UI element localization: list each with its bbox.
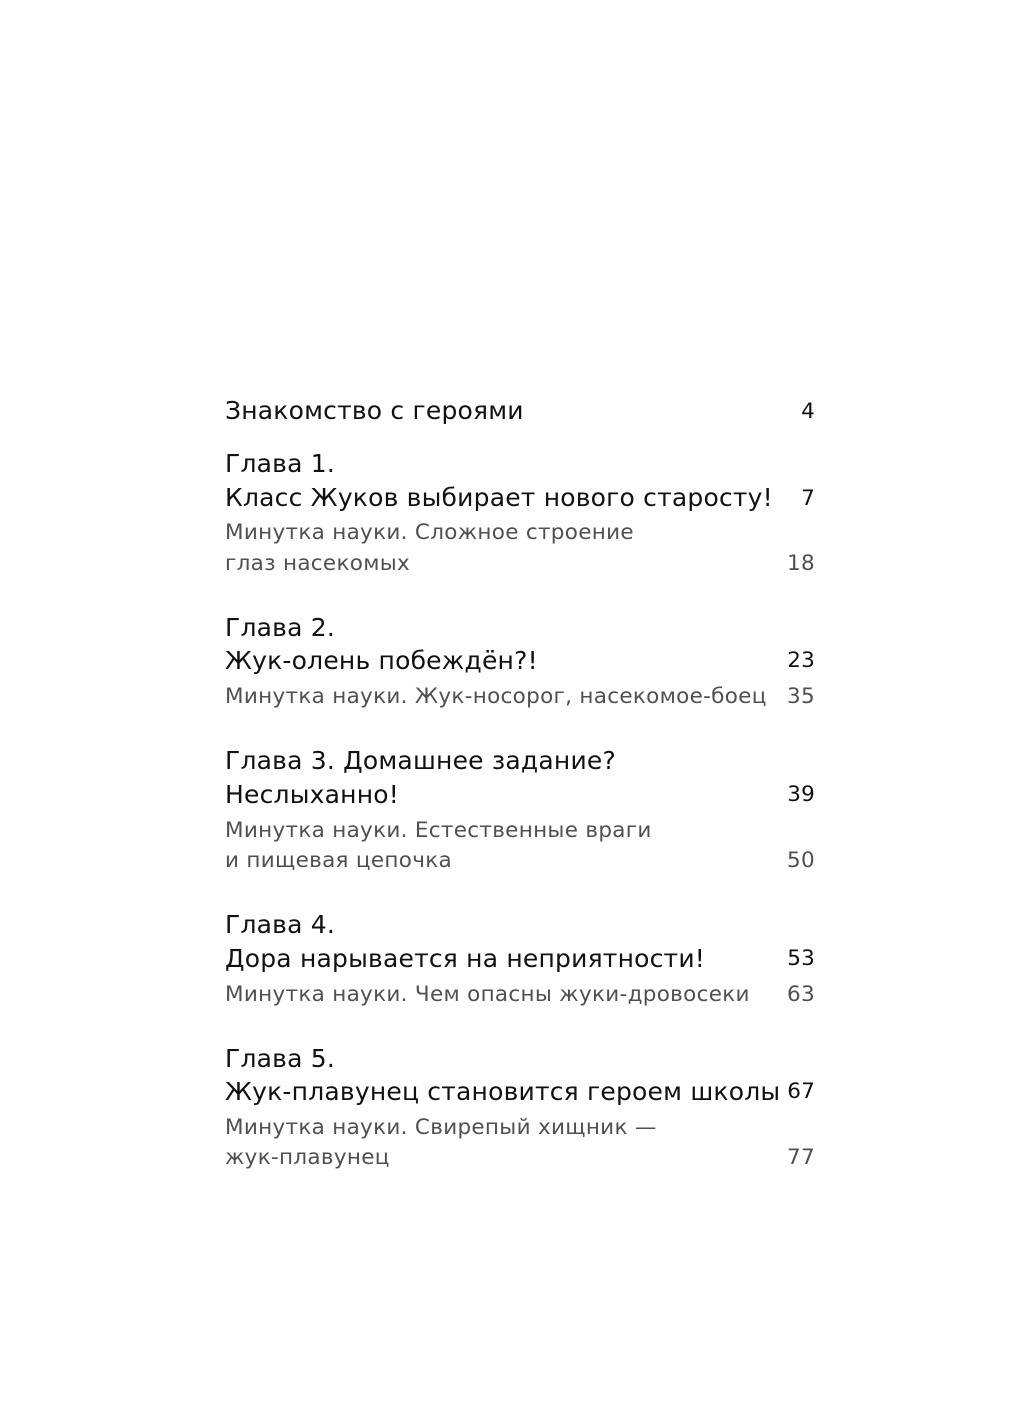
- toc-ch4-title: Дора нарывается на неприятности!: [225, 944, 705, 973]
- toc-ch1-science-line1: Минутка науки. Сложное строение: [225, 520, 634, 545]
- toc-ch3-science-line1: Минутка науки. Естественные враги: [225, 818, 652, 843]
- toc-intro-page: 4: [801, 399, 815, 424]
- toc-ch4-page: 53: [787, 946, 815, 971]
- toc-ch1-label: Глава 1.: [225, 449, 335, 478]
- toc-intro-title: Знакомство с героями: [225, 396, 524, 425]
- toc-ch5-label: Глава 5.: [225, 1044, 335, 1073]
- toc-ch5-science-page: 77: [787, 1145, 815, 1170]
- toc-ch2-page: 23: [787, 648, 815, 673]
- toc-ch1-page: 7: [801, 486, 815, 511]
- toc-ch5-science-line1: Минутка науки. Свирепый хищник —: [225, 1115, 657, 1140]
- toc-ch5-science-line2: жук-плавунец: [225, 1145, 390, 1170]
- toc-ch1-science-page: 18: [787, 551, 815, 576]
- toc-ch4-science-line1: Минутка науки. Чем опасны жуки-дровосеки: [225, 982, 750, 1007]
- toc-ch1-science-line2: глаз насекомых: [225, 551, 411, 576]
- toc-ch2-label: Глава 2.: [225, 613, 335, 642]
- toc-ch3-title: Неслыханно!: [225, 780, 399, 809]
- toc-ch2-science-line1: Минутка науки. Жук-носорог, насекомое-боец: [225, 684, 767, 709]
- toc-ch5-title: Жук-плавунец становится героем школы: [225, 1077, 781, 1106]
- toc-ch3-page: 39: [787, 782, 815, 807]
- toc-ch2-science-page: 35: [787, 684, 815, 709]
- toc-ch5-page: 67: [787, 1079, 815, 1104]
- toc-ch1-title: Класс Жуков выбирает нового старосту!: [225, 483, 773, 512]
- toc-ch2-title: Жук-олень побеждён?!: [225, 646, 538, 675]
- toc-ch4-label: Глава 4.: [225, 910, 335, 939]
- toc-ch3-science-line2: и пищевая цепочка: [225, 848, 452, 873]
- toc-ch4-science-page: 63: [787, 982, 815, 1007]
- toc-ch3-science-page: 50: [787, 848, 815, 873]
- toc-ch3-label: Глава 3. Домашнее задание?: [225, 746, 616, 775]
